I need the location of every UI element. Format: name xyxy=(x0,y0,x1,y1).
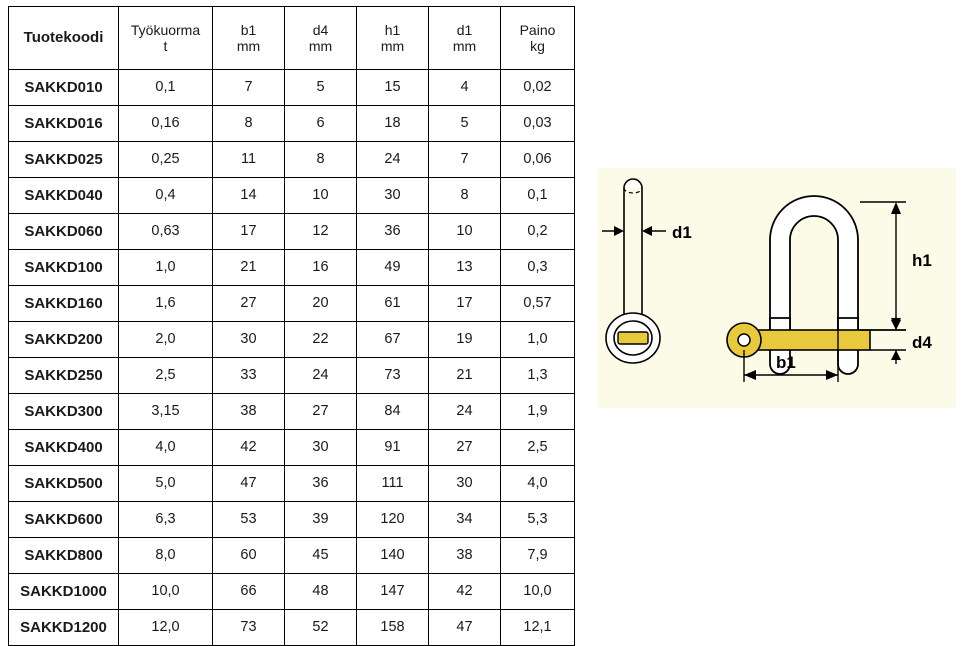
cell-paino: 0,57 xyxy=(501,286,575,322)
column-header-d4-line2: mm xyxy=(308,38,333,54)
cell-paino: 2,5 xyxy=(501,430,575,466)
cell-tyokuorma: 3,15 xyxy=(119,394,213,430)
cell-product-code: SAKKD1000 xyxy=(9,574,119,610)
cell-h1: 30 xyxy=(357,178,429,214)
cell-d4: 20 xyxy=(285,286,357,322)
cell-d4: 16 xyxy=(285,250,357,286)
column-header-d4 xyxy=(285,7,357,70)
pin-head-hole xyxy=(738,334,750,346)
cell-tyokuorma: 5,0 xyxy=(119,466,213,502)
cell-product-code: SAKKD500 xyxy=(9,466,119,502)
cell-b1: 42 xyxy=(213,430,285,466)
cell-b1: 33 xyxy=(213,358,285,394)
cell-tyokuorma: 0,1 xyxy=(119,70,213,106)
cell-paino: 5,3 xyxy=(501,502,575,538)
cell-d1: 30 xyxy=(429,466,501,502)
cell-b1: 21 xyxy=(213,250,285,286)
cell-b1: 47 xyxy=(213,466,285,502)
cell-h1: 61 xyxy=(357,286,429,322)
cell-paino: 0,1 xyxy=(501,178,575,214)
cell-tyokuorma: 1,6 xyxy=(119,286,213,322)
cell-h1: 67 xyxy=(357,322,429,358)
shackle-technical-drawing xyxy=(598,168,956,408)
table-row xyxy=(9,214,575,250)
table-row xyxy=(9,466,575,502)
column-header-b1 xyxy=(213,7,285,70)
table-row xyxy=(9,286,575,322)
cell-b1: 73 xyxy=(213,610,285,646)
cell-tyokuorma: 0,16 xyxy=(119,106,213,142)
column-header-d1-line1: d1 xyxy=(456,21,473,38)
table-row xyxy=(9,178,575,214)
cell-b1: 30 xyxy=(213,322,285,358)
cell-h1: 18 xyxy=(357,106,429,142)
cell-d1: 24 xyxy=(429,394,501,430)
cell-b1: 7 xyxy=(213,70,285,106)
cell-paino: 1,3 xyxy=(501,358,575,394)
cell-tyokuorma: 0,4 xyxy=(119,178,213,214)
cell-paino: 0,3 xyxy=(501,250,575,286)
cell-paino: 12,1 xyxy=(501,610,575,646)
column-header-h1 xyxy=(357,7,429,70)
column-header-b1-line2: mm xyxy=(236,38,261,54)
cell-d4: 48 xyxy=(285,574,357,610)
cell-d1: 42 xyxy=(429,574,501,610)
cell-paino: 0,06 xyxy=(501,142,575,178)
column-header-tuotekoodi xyxy=(9,7,119,70)
cell-d1: 10 xyxy=(429,214,501,250)
cell-d4: 39 xyxy=(285,502,357,538)
cell-paino: 7,9 xyxy=(501,538,575,574)
cell-d1: 4 xyxy=(429,70,501,106)
column-header-paino-line2: kg xyxy=(530,38,545,54)
cell-d1: 19 xyxy=(429,322,501,358)
column-header-b1-line1: b1 xyxy=(240,21,257,38)
cell-b1: 17 xyxy=(213,214,285,250)
cell-h1: 36 xyxy=(357,214,429,250)
cell-tyokuorma: 8,0 xyxy=(119,538,213,574)
cell-d4: 22 xyxy=(285,322,357,358)
cell-paino: 0,02 xyxy=(501,70,575,106)
cell-d4: 52 xyxy=(285,610,357,646)
column-header-h1-line1: h1 xyxy=(384,21,401,38)
cell-b1: 60 xyxy=(213,538,285,574)
table-row xyxy=(9,394,575,430)
cell-d1: 47 xyxy=(429,610,501,646)
cell-tyokuorma: 0,25 xyxy=(119,142,213,178)
cell-product-code: SAKKD200 xyxy=(9,322,119,358)
cell-h1: 147 xyxy=(357,574,429,610)
cell-d4: 30 xyxy=(285,430,357,466)
d4-label: d4 xyxy=(912,333,932,352)
cell-h1: 84 xyxy=(357,394,429,430)
cell-h1: 15 xyxy=(357,70,429,106)
cell-b1: 38 xyxy=(213,394,285,430)
column-header-tyokuorma-line2: t xyxy=(163,38,168,54)
cell-tyokuorma: 12,0 xyxy=(119,610,213,646)
cell-product-code: SAKKD040 xyxy=(9,178,119,214)
cell-d1: 34 xyxy=(429,502,501,538)
cell-product-code: SAKKD100 xyxy=(9,250,119,286)
shackle-spec-table-wrapper xyxy=(8,6,574,646)
cell-b1: 53 xyxy=(213,502,285,538)
cell-d1: 5 xyxy=(429,106,501,142)
table-row xyxy=(9,610,575,646)
cell-tyokuorma: 2,0 xyxy=(119,322,213,358)
table-row xyxy=(9,142,575,178)
cell-tyokuorma: 6,3 xyxy=(119,502,213,538)
column-header-h1-line2: mm xyxy=(380,38,405,54)
cell-paino: 10,0 xyxy=(501,574,575,610)
cell-paino: 1,9 xyxy=(501,394,575,430)
cell-d4: 36 xyxy=(285,466,357,502)
cell-h1: 73 xyxy=(357,358,429,394)
column-header-tyokuorma xyxy=(119,7,213,70)
cell-paino: 4,0 xyxy=(501,466,575,502)
column-header-d1 xyxy=(429,7,501,70)
cell-h1: 140 xyxy=(357,538,429,574)
table-row xyxy=(9,502,575,538)
cell-d1: 38 xyxy=(429,538,501,574)
cell-d4: 10 xyxy=(285,178,357,214)
pin-slot xyxy=(618,332,648,344)
table-row xyxy=(9,106,575,142)
cell-product-code: SAKKD800 xyxy=(9,538,119,574)
cell-d4: 27 xyxy=(285,394,357,430)
table-row xyxy=(9,322,575,358)
cell-product-code: SAKKD010 xyxy=(9,70,119,106)
h1-label: h1 xyxy=(912,251,932,270)
cell-product-code: SAKKD016 xyxy=(9,106,119,142)
cell-d1: 17 xyxy=(429,286,501,322)
cell-d1: 8 xyxy=(429,178,501,214)
cell-h1: 91 xyxy=(357,430,429,466)
b1-label: b1 xyxy=(776,353,796,372)
column-header-paino xyxy=(501,7,575,70)
cell-d4: 12 xyxy=(285,214,357,250)
cell-b1: 66 xyxy=(213,574,285,610)
column-header-tyokuorma-line1: Työkuorma xyxy=(130,21,201,38)
shackle-spec-table xyxy=(8,6,575,646)
table-body xyxy=(9,70,575,646)
cell-tyokuorma: 2,5 xyxy=(119,358,213,394)
cell-product-code: SAKKD1200 xyxy=(9,610,119,646)
table-header xyxy=(9,7,575,70)
cell-tyokuorma: 0,63 xyxy=(119,214,213,250)
cell-d1: 7 xyxy=(429,142,501,178)
cell-d1: 21 xyxy=(429,358,501,394)
cell-product-code: SAKKD400 xyxy=(9,430,119,466)
cell-paino: 1,0 xyxy=(501,322,575,358)
cell-b1: 11 xyxy=(213,142,285,178)
table-row xyxy=(9,70,575,106)
cell-paino: 0,2 xyxy=(501,214,575,250)
table-row xyxy=(9,430,575,466)
table-row xyxy=(9,538,575,574)
cell-h1: 111 xyxy=(357,466,429,502)
cell-d4: 5 xyxy=(285,70,357,106)
table-row xyxy=(9,250,575,286)
cell-d4: 24 xyxy=(285,358,357,394)
d1-label: d1 xyxy=(672,223,692,242)
cell-b1: 14 xyxy=(213,178,285,214)
table-row xyxy=(9,358,575,394)
cell-h1: 158 xyxy=(357,610,429,646)
cell-h1: 24 xyxy=(357,142,429,178)
cell-h1: 120 xyxy=(357,502,429,538)
column-header-tuotekoodi-line2: i xyxy=(99,29,104,47)
column-header-d4-line1: d4 xyxy=(312,21,329,38)
cell-tyokuorma: 4,0 xyxy=(119,430,213,466)
cell-d4: 6 xyxy=(285,106,357,142)
cell-paino: 0,03 xyxy=(501,106,575,142)
table-header-row xyxy=(9,7,575,70)
cell-b1: 27 xyxy=(213,286,285,322)
cell-d1: 27 xyxy=(429,430,501,466)
cell-d4: 8 xyxy=(285,142,357,178)
cell-tyokuorma: 10,0 xyxy=(119,574,213,610)
cell-product-code: SAKKD025 xyxy=(9,142,119,178)
column-header-d1-line2: mm xyxy=(452,38,477,54)
table-row xyxy=(9,574,575,610)
cell-product-code: SAKKD250 xyxy=(9,358,119,394)
column-header-paino-line1: Paino xyxy=(519,21,556,38)
cell-d4: 45 xyxy=(285,538,357,574)
cell-product-code: SAKKD600 xyxy=(9,502,119,538)
cell-tyokuorma: 1,0 xyxy=(119,250,213,286)
cell-h1: 49 xyxy=(357,250,429,286)
shackle-drawing-svg xyxy=(598,168,956,408)
cell-product-code: SAKKD060 xyxy=(9,214,119,250)
cell-d1: 13 xyxy=(429,250,501,286)
column-header-tuotekoodi-line1: Tuotekood xyxy=(23,29,100,47)
cell-product-code: SAKKD160 xyxy=(9,286,119,322)
cell-b1: 8 xyxy=(213,106,285,142)
cell-product-code: SAKKD300 xyxy=(9,394,119,430)
